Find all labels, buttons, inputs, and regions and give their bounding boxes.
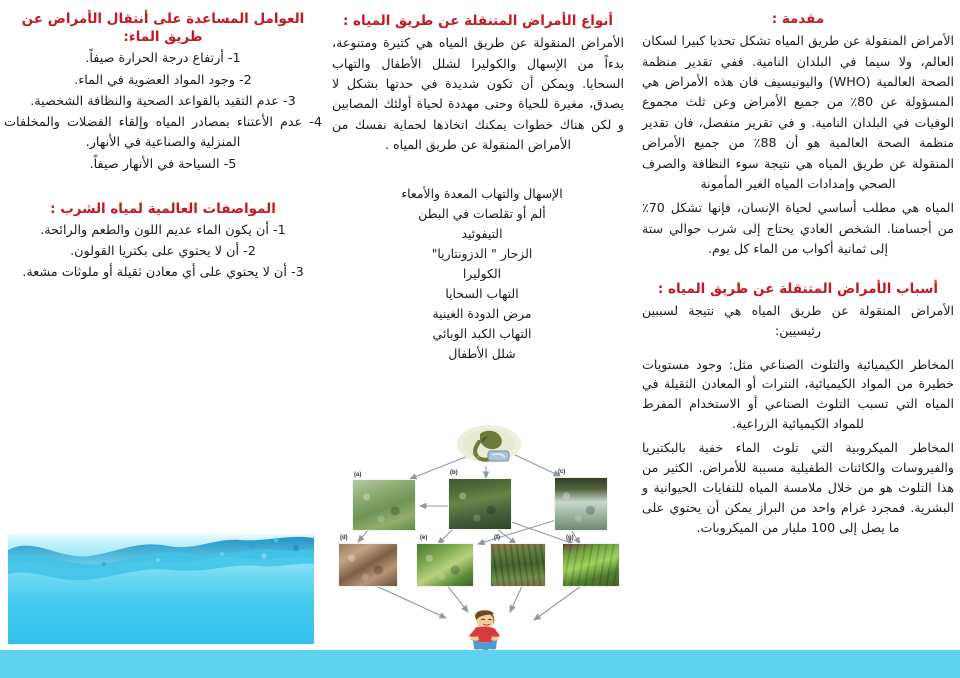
irrigated-field-photo (490, 543, 546, 587)
middle-column-spacer (332, 160, 624, 184)
list-item: الزحار " الدزونتاريا" (431, 245, 533, 261)
flooded-house-photo (554, 477, 608, 531)
list-item: مرض الدودة الغينية (432, 306, 532, 322)
intro-paragraph: الأمراض المنقولة عن طريق المياه تشكل تحديا كبيرا لسكان العالم، ولا سيما في البلدان النامية. ففي تقدير منظمة الصحة العالمية (WHO) واليونيسيف فان هذه الأمراض هي المسؤولة عن 80٪ من جميع الأمراض وعن ثلث مجموع الوفيات في البلدان النامية. و في تقرير منفصل، فان تقدير منظمة الصحة العالمية هو أن 88٪ من جميع الأمراض المنقولة عن طريق المياه هي نتيجة سوء النظافة والصرف الصحي وإمدادات المياه الغير المأمونة (642, 33, 954, 191)
list-item: 2- وجود المواد العضوية في الماء. (74, 72, 252, 88)
node-label-f: (f) (494, 535, 500, 541)
water-standards-heading: المواصفات العالمية لمياه الشرب : (50, 200, 276, 217)
node-label-a: (a) (354, 472, 362, 478)
node-label-b: (b) (450, 470, 458, 476)
middle-column (332, 12, 624, 364)
node-label-c: (c) (558, 469, 566, 475)
left-column (4, 10, 322, 285)
list-item: التهاب السحايا (445, 286, 519, 302)
left-column-spacer (4, 176, 322, 200)
people-in-contaminated-river-photo (448, 478, 512, 530)
risk-factors-heading: العوامل المساعدة على أنتقال الأمراض عن طريق الماء: (21, 11, 305, 46)
risk-factors-list (4, 49, 322, 174)
hand-washing-vegetable-photo (416, 543, 474, 587)
list-item: 4- عدم الأعتناء بمصادر المياه وإلقاء الفضلات والمخلفات المنزلية والصناعية في الأنهار. (4, 115, 322, 151)
causes-heading: أسباب الأمراض المتنقلة عن طريق المياه : (657, 280, 939, 297)
shellfish-photo (338, 543, 398, 587)
right-column (642, 10, 954, 542)
disease-types-heading: أنواع الأمراض المتنقلة عن طريق المياه : (342, 13, 614, 29)
list-item: 3- عدم التقيد بالقواعد الصحية والنظافة الشخصية. (30, 93, 296, 109)
causes-spacer (642, 346, 954, 355)
list-item: 1- أن يكون الماء عديم اللون والطعم والرائحة. (40, 222, 286, 238)
list-item: 2- أن لا يحتوي على بكتريا القولون. (70, 244, 256, 260)
water-body (8, 534, 314, 644)
list-item: التهاب الكبد الوبائي (432, 326, 532, 342)
water-splash-photo (8, 468, 314, 644)
lettuce-crop-photo (562, 543, 620, 587)
list-item: 3- أن لا يحتوي على أي معادن ثقيلة أو ملوثات مشعة. (22, 265, 304, 281)
water-wave-graphic (8, 534, 314, 644)
list-item: التيفوئيد (461, 225, 503, 241)
cause-chemical: المخاطر الكيميائية والتلوث الصناعي مثل: وجود مستويات خطيرة من المواد الكيميائية، النترات أو المعادن الثقيلة في المياه التي تسبب التلوث الصناعي أو الاستخدام المفرط للمواد الكيميائية الزراعية. (642, 356, 954, 432)
disease-list (332, 184, 624, 365)
polluted-water-body-photo (352, 479, 416, 531)
water-standards-list (4, 221, 322, 284)
right-column-spacer (642, 264, 954, 280)
list-item: شلل الأطفال (448, 346, 516, 362)
bottom-accent-strip (0, 650, 960, 678)
open-defecation-figure (456, 424, 522, 468)
cause-microbial: المخاطر الميكروبية التي تلوث الماء خفية بالبكتيريا والفيروسات والكائنات الطفيلية مسببة للأمراض. الكثير من هذا التلوث هو من خلال ملامسة المياه للنفايات الحيوانية و البشرية. فمجرد غرام واحد من البراز يمكن أن يحتوي على ما يصل إلى 100 مليار من الميكروبات. (642, 440, 954, 535)
disease-types-paragraph: الأمراض المنقولة عن طريق المياه هي كثيرة ومتنوعة، بدءاً من الإسهال والكوليرا لشلل الأطفال والتهاب السحايا. ويمكن أن تكون شديدة في حدتها بشكل لا يصدق، مغيرة للحياة وحتى مهددة لحياة أولئك المصابين و لكن هناك خطوات يمكنك اتخاذها لحماية نفسك من الأمراض المنقولة عن طريق المياه . (332, 35, 624, 153)
transmission-diagram (338, 422, 638, 662)
causes-intro: الأمراض المنقولة عن طريق المياه هي نتيجة لسببين رئيسيين: (642, 302, 954, 339)
node-label-e: (e) (420, 535, 428, 541)
list-item: ألم أو تقلصات في البطن (418, 205, 546, 221)
list-item: 5- السياحة في الأنهار صيفاً. (89, 156, 237, 172)
intro-heading: مقدمة : (771, 11, 825, 27)
list-item: الإسهال والتهاب المعدة والأمعاء (401, 185, 563, 201)
node-label-g: (g) (566, 535, 574, 541)
intro-paragraph-2: المياه هي مطلب أساسي لحياة الإنسان، فإنها تشكل 70٪ من أجسامنا. الشخص العادي يحتاج إلى شرب حوالي ستة إلى ثمانية أكواب من الماء كل يوم. (642, 200, 954, 257)
list-item: الكوليرا (462, 265, 502, 281)
list-item: 1- أرتفاع درجة الحرارة صيفاً. (85, 51, 241, 67)
node-label-d: (d) (340, 535, 348, 541)
